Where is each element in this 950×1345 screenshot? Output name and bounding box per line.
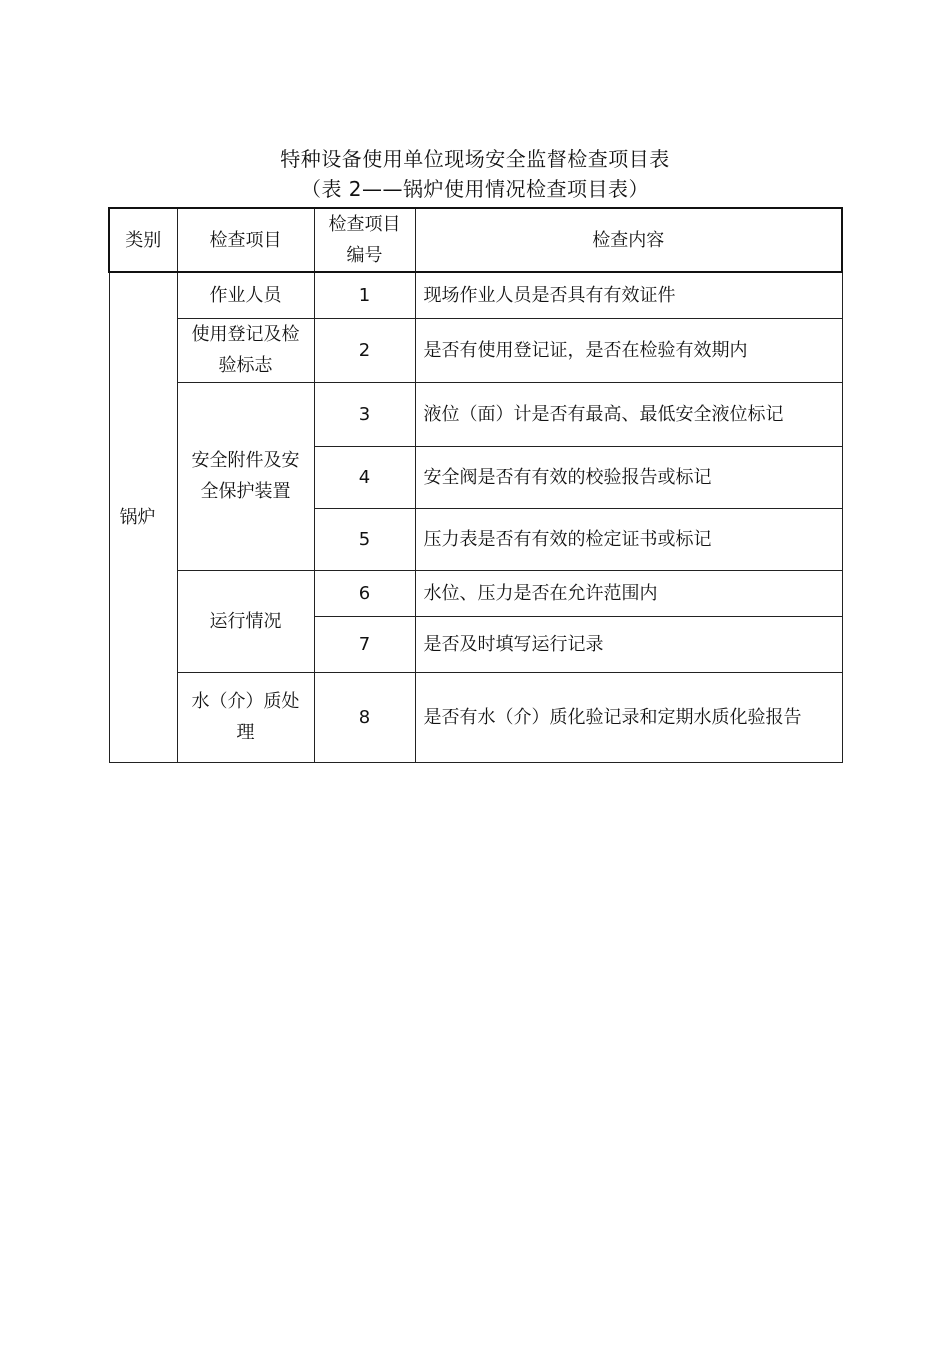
code-cell: 1: [314, 272, 415, 318]
table-row: [109, 570, 842, 616]
table-row: [109, 382, 842, 446]
document-title: 特种设备使用单位现场安全监督检查项目表: [280, 147, 670, 171]
content-cell: 水位、压力是否在允许范围内: [415, 570, 842, 616]
content-cell: 是否有使用登记证，是否在检验有效期内: [415, 318, 842, 382]
code-cell: 2: [314, 318, 415, 382]
table-row: [109, 318, 842, 382]
content-cell: 液位（面）计是否有最高、最低安全液位标记: [415, 382, 842, 446]
inspection-table: [108, 207, 843, 763]
item-cell: 使用登记及检验标志: [177, 318, 314, 382]
code-cell: 4: [314, 446, 415, 508]
table-row: [109, 272, 842, 318]
content-cell: 是否及时填写运行记录: [415, 616, 842, 672]
item-cell: 作业人员: [177, 272, 314, 318]
header-content: 检查内容: [415, 208, 842, 272]
document-subtitle: （表 2——锅炉使用情况检查项目表）: [300, 177, 650, 201]
item-cell: 运行情况: [177, 570, 314, 672]
code-cell: 6: [314, 570, 415, 616]
content-cell: 压力表是否有有效的检定证书或标记: [415, 508, 842, 570]
code-cell: 3: [314, 382, 415, 446]
header-item: 检查项目: [177, 208, 314, 272]
content-cell: 是否有水（介）质化验记录和定期水质化验报告: [415, 672, 842, 762]
header-category: 类别: [109, 208, 177, 272]
category-cell: 锅炉: [109, 272, 177, 762]
code-cell: 7: [314, 616, 415, 672]
code-cell: 5: [314, 508, 415, 570]
header-code: 检查项目编号: [314, 208, 415, 272]
item-cell: 安全附件及安全保护装置: [177, 382, 314, 570]
table-row: [109, 672, 842, 762]
table-header-row: [109, 208, 842, 272]
content-cell: 安全阀是否有有效的校验报告或标记: [415, 446, 842, 508]
item-cell: 水（介）质处理: [177, 672, 314, 762]
content-cell: 现场作业人员是否具有有效证件: [415, 272, 842, 318]
code-cell: 8: [314, 672, 415, 762]
